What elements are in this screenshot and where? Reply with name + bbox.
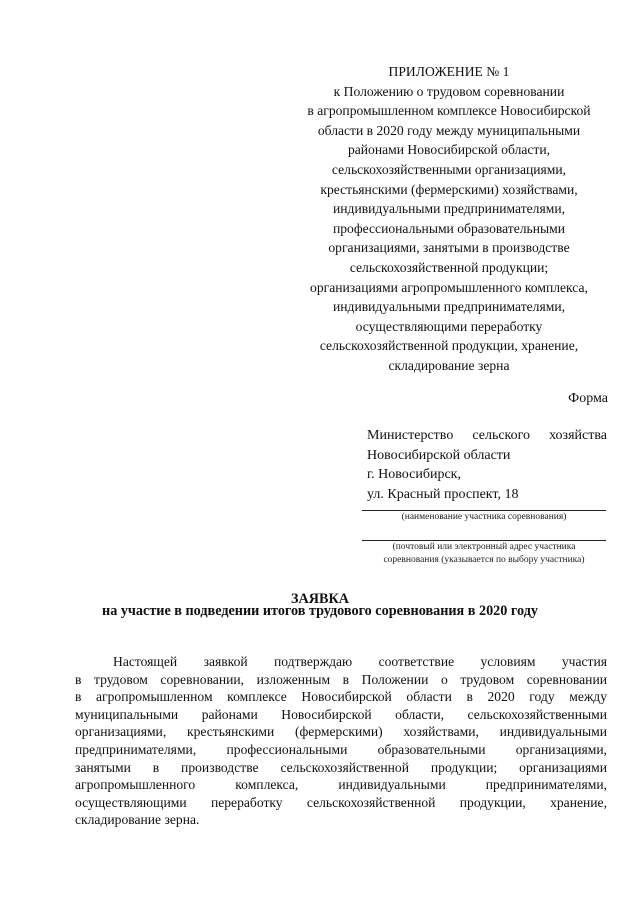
body-line: предпринимателями, профессиональными образовательными организациями, bbox=[75, 741, 607, 757]
body-line: складирование зерна. bbox=[75, 812, 200, 828]
appendix-line: сельскохозяйственной продукции, хранение, bbox=[319, 338, 579, 354]
body-line: в агропромышленном комплексе Новосибирской области в 2020 году между bbox=[75, 689, 607, 705]
addressee-line: г. Новосибирск, bbox=[367, 467, 461, 483]
participant-name-field[interactable] bbox=[362, 510, 606, 524]
body-line: осуществляющими переработку сельскохозяйственной продукции, хранение, bbox=[75, 794, 607, 810]
appendix-line: индивидуальными предпринимателями, bbox=[332, 299, 565, 315]
appendix-line: в агропромышленном комплексе Новосибирской bbox=[307, 103, 591, 119]
appendix-line: организациями агропромышленного комплекса, bbox=[310, 279, 588, 295]
participant-address-caption: (почтовый или электронный адрес участника bbox=[392, 542, 576, 552]
addressee-block bbox=[367, 426, 607, 504]
form-label: Форма bbox=[568, 391, 608, 406]
body-line: агропромышленного комплекса, индивидуальными предпринимателями, bbox=[75, 777, 607, 793]
addressee-line: Министерство сельского хозяйства bbox=[367, 428, 607, 443]
body-line: муниципальными районами Новосибирской области, сельскохозяйственными bbox=[75, 706, 607, 722]
appendix-line: районами Новосибирской области, bbox=[347, 142, 551, 158]
document-subtitle: на участие в подведении итогов трудового соревнования в 2020 году bbox=[102, 603, 538, 619]
addressee-line: Новосибирской области bbox=[367, 447, 511, 463]
body-line: в трудовом соревновании, изложенным в Положении о трудовом соревновании bbox=[75, 671, 607, 687]
appendix-line: профессиональными образовательными bbox=[332, 220, 566, 236]
appendix-line: индивидуальными предпринимателями, bbox=[332, 201, 565, 217]
participant-name-caption: (наименование участника соревнования) bbox=[401, 512, 567, 522]
body-line: организациями, крестьянскими (фермерскими) хозяйствами, индивидуальными bbox=[75, 724, 607, 740]
participant-address-field[interactable] bbox=[362, 540, 606, 567]
document-title: ЗАЯВКА bbox=[291, 591, 349, 607]
appendix-line: крестьянскими (фермерскими) хозяйствами, bbox=[320, 181, 578, 197]
appendix-line: складирование зерна bbox=[388, 357, 510, 373]
appendix-line: осуществляющими переработку bbox=[355, 318, 543, 334]
application-body bbox=[75, 653, 607, 829]
participant-address-caption: соревнования (указывается по выбору участника) bbox=[383, 555, 585, 565]
body-line: Настоящей заявкой подтверждаю соответствие условиям участия bbox=[113, 654, 607, 669]
appendix-line: к Положению о трудовом соревновании bbox=[333, 83, 565, 99]
appendix-line: ПРИЛОЖЕНИЕ № 1 bbox=[388, 64, 510, 79]
addressee-line: ул. Красный проспект, 18 bbox=[367, 486, 519, 502]
appendix-line: области в 2020 году между муниципальными bbox=[317, 122, 581, 138]
appendix-line: сельскохозяйственной продукции; bbox=[349, 259, 549, 275]
appendix-header bbox=[282, 62, 616, 376]
body-line: занятыми в производстве сельскохозяйственной продукции; организациями bbox=[75, 759, 607, 775]
appendix-line: организациями, занятыми в производстве bbox=[328, 240, 570, 256]
appendix-line: сельскохозяйственными организациями, bbox=[331, 161, 567, 177]
